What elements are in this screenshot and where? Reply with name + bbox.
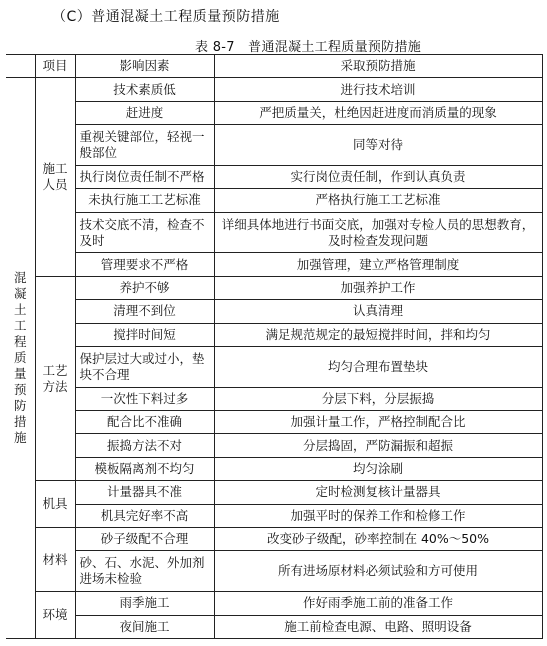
factor-cell: 配合比不准确 bbox=[75, 411, 214, 434]
table-row bbox=[6, 323, 542, 346]
measure-cell: 详细具体地进行书面交底，加强对专检人员的思想教育，及时检查发现问题 bbox=[214, 212, 542, 253]
main-category-char: 施 bbox=[13, 430, 27, 446]
factor-cell: 模板隔离剂不均匀 bbox=[75, 457, 214, 480]
main-category-label bbox=[6, 78, 35, 639]
table-row bbox=[6, 189, 542, 212]
measure-cell: 满足规范规定的最短搅拌时间，拌和均匀 bbox=[214, 323, 542, 346]
factor-cell: 振捣方法不对 bbox=[75, 434, 214, 457]
table-row bbox=[6, 387, 542, 410]
main-category-char: 凝 bbox=[13, 286, 27, 302]
header-item: 项目 bbox=[35, 55, 75, 78]
table-row bbox=[6, 481, 542, 504]
group-label-line: 人员 bbox=[42, 177, 68, 193]
measure-cell: 均匀合理布置垫块 bbox=[214, 346, 542, 387]
main-category-char: 混 bbox=[13, 270, 27, 286]
main-category-char: 土 bbox=[13, 302, 27, 318]
factor-cell: 保护层过大或过小，垫块不合理 bbox=[75, 346, 214, 387]
measure-cell: 作好雨季施工前的准备工作 bbox=[214, 592, 542, 615]
main-category-char: 程 bbox=[13, 334, 27, 350]
factor-cell: 技术交底不清，检查不及时 bbox=[75, 212, 214, 253]
prevention-measures-table bbox=[6, 54, 543, 639]
table-row bbox=[6, 411, 542, 434]
measure-cell: 加强计量工作，严格控制配合比 bbox=[214, 411, 542, 434]
header-measure: 采取预防措施 bbox=[214, 55, 542, 78]
table-row bbox=[6, 592, 542, 615]
measure-cell: 分层捣固，严防漏振和超振 bbox=[214, 434, 542, 457]
group-label bbox=[35, 276, 75, 481]
main-category-char: 质 bbox=[13, 350, 27, 366]
table-row bbox=[6, 165, 542, 188]
table-row bbox=[6, 212, 542, 253]
table-row bbox=[6, 528, 542, 551]
factor-cell: 管理要求不严格 bbox=[75, 253, 214, 276]
main-category-char: 措 bbox=[13, 414, 27, 430]
group-label-line: 机具 bbox=[42, 496, 68, 512]
header-factor: 影响因素 bbox=[75, 55, 214, 78]
main-label-header-blank bbox=[6, 55, 35, 78]
measure-cell: 严格执行施工工艺标准 bbox=[214, 189, 542, 212]
table-row bbox=[6, 78, 542, 101]
measure-cell: 定时检测复核计量器具 bbox=[214, 481, 542, 504]
main-category-char: 预 bbox=[13, 382, 27, 398]
table-row bbox=[6, 457, 542, 480]
group-label-line: 材料 bbox=[42, 551, 68, 567]
measure-cell: 施工前检查电源、电路、照明设备 bbox=[214, 615, 542, 638]
group-label-line: 施工 bbox=[42, 161, 68, 177]
measure-cell: 改变砂子级配，砂率控制在 40%～50% bbox=[214, 528, 542, 551]
group-label bbox=[35, 592, 75, 639]
table-caption: 表 8-7 普通混凝土工程质量预防措施 bbox=[195, 40, 422, 55]
measure-cell: 加强平时的保养工作和检修工作 bbox=[214, 504, 542, 527]
measure-cell: 分层下料，分层振捣 bbox=[214, 387, 542, 410]
factor-cell: 机具完好率不高 bbox=[75, 504, 214, 527]
group-label bbox=[35, 481, 75, 528]
table-row bbox=[6, 434, 542, 457]
factor-cell: 重视关键部位，轻视一般部位 bbox=[75, 125, 214, 166]
factor-cell: 执行岗位责任制不严格 bbox=[75, 165, 214, 188]
measure-cell: 同等对待 bbox=[214, 125, 542, 166]
factor-cell: 清理不到位 bbox=[75, 300, 214, 323]
table-row bbox=[6, 504, 542, 527]
header-row bbox=[6, 55, 542, 78]
measure-cell: 严把质量关，杜绝因赶进度而消质量的现象 bbox=[214, 101, 542, 124]
factor-cell: 一次性下料过多 bbox=[75, 387, 214, 410]
group-label-line: 工艺 bbox=[42, 362, 68, 378]
measure-cell: 加强养护工作 bbox=[214, 276, 542, 299]
group-label-line: 方法 bbox=[42, 378, 68, 394]
group-label-line: 环境 bbox=[42, 607, 68, 623]
main-category-char: 工 bbox=[13, 318, 27, 334]
factor-cell: 搅拌时间短 bbox=[75, 323, 214, 346]
factor-cell: 雨季施工 bbox=[75, 592, 214, 615]
measure-cell: 加强管理，建立严格管理制度 bbox=[214, 253, 542, 276]
main-category-char: 防 bbox=[13, 398, 27, 414]
factor-cell: 砂、石、水泥、外加剂进场未检验 bbox=[75, 551, 214, 592]
table-row bbox=[6, 346, 542, 387]
measure-cell: 实行岗位责任制，作到认真负责 bbox=[214, 165, 542, 188]
table-row bbox=[6, 276, 542, 299]
section-title: （C）普通混凝土工程质量预防措施 bbox=[52, 9, 280, 25]
table-row bbox=[6, 615, 542, 638]
main-category-char: 量 bbox=[13, 366, 27, 382]
measure-cell: 所有进场原材料必须试验和方可使用 bbox=[214, 551, 542, 592]
factor-cell: 夜间施工 bbox=[75, 615, 214, 638]
factor-cell: 计量器具不准 bbox=[75, 481, 214, 504]
group-label bbox=[35, 78, 75, 276]
table-row bbox=[6, 300, 542, 323]
factor-cell: 赶进度 bbox=[75, 101, 214, 124]
measure-cell: 均匀涂刷 bbox=[214, 457, 542, 480]
factor-cell: 砂子级配不合理 bbox=[75, 528, 214, 551]
factor-cell: 养护不够 bbox=[75, 276, 214, 299]
factor-cell: 未执行施工工艺标准 bbox=[75, 189, 214, 212]
table-row bbox=[6, 551, 542, 592]
table-row bbox=[6, 101, 542, 124]
group-label bbox=[35, 528, 75, 592]
measure-cell: 认真清理 bbox=[214, 300, 542, 323]
measure-cell: 进行技术培训 bbox=[214, 78, 542, 101]
table-row bbox=[6, 125, 542, 166]
table-row bbox=[6, 253, 542, 276]
factor-cell: 技术素质低 bbox=[75, 78, 214, 101]
